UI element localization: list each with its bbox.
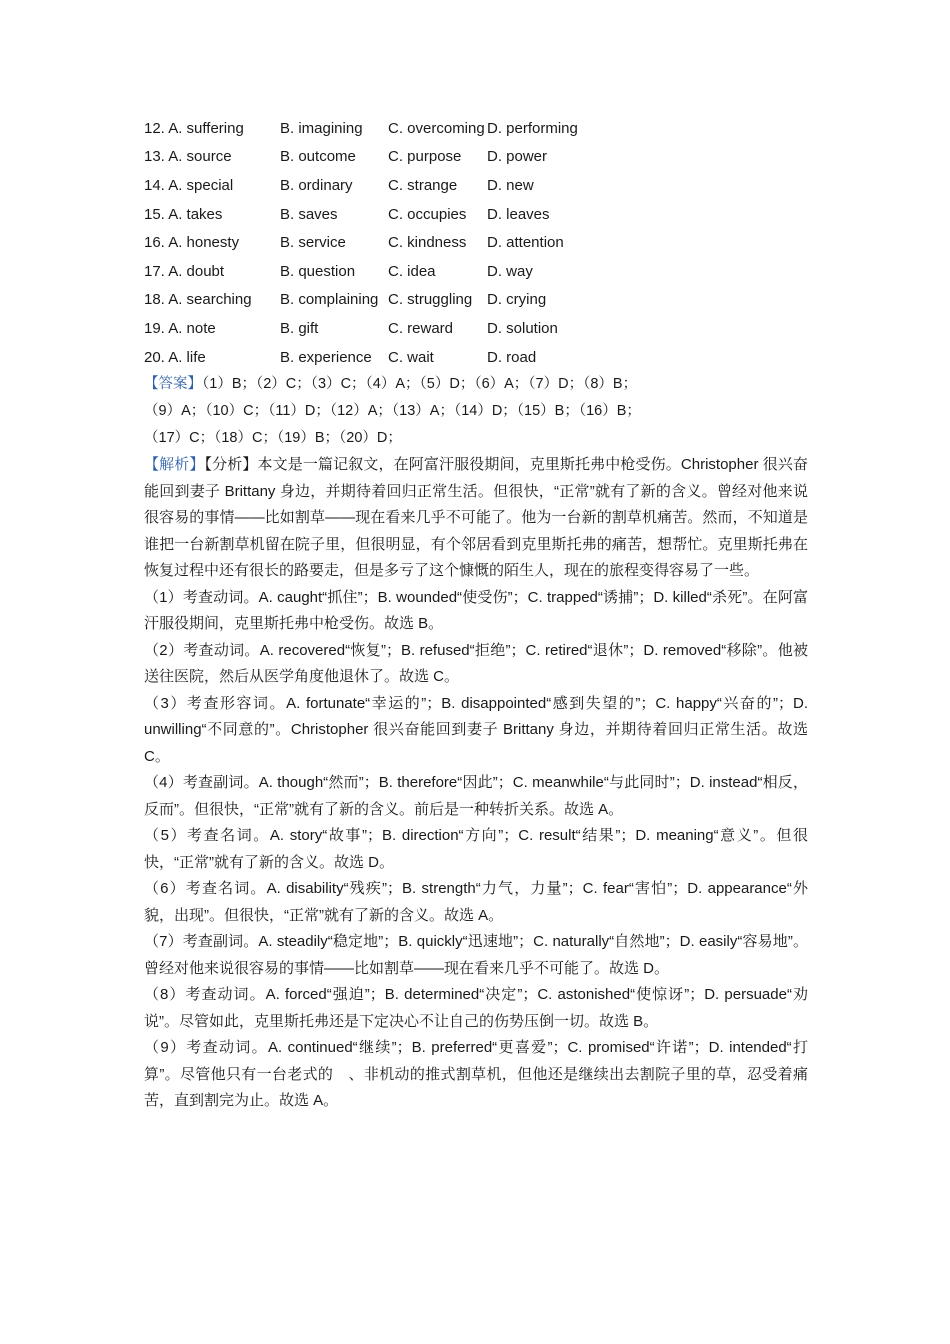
analysis-intro-text: 【分析】本文是一篇记叙文，在阿富汗服役期间，克里斯托弗中枪受伤。Christopher 很兴奋能回到妻子 Brittany 身边，并期待着回归正常生活。但很快，“正常”就有了新的含义。曾经对他来说很容易的事情——比如割草——现在看来几乎不可能了。他为一台新的割草机痛苦。然而，不知道是谁把一台新割草机留在院子里，但很明显，有个邻居看到克里斯托弗的痛苦，想帮忙。克里斯托弗在恢复过程中还有很长的路要走，但是多亏了这个慷慨的陌生人，现在的旅程变得容易了一些。 bbox=[144, 456, 808, 580]
option-c: C. reward bbox=[388, 319, 454, 337]
option-b: B. saves bbox=[280, 205, 338, 223]
options-table bbox=[144, 114, 808, 371]
analysis-item-7: （7）考查副词。A. steadily“稳定地”；B. quickly“迅速地”；C. naturally“自然地”；D. easily“容易地”。曾经对他来说很容易的事情——比如割草——现在看来几乎不可能了。故选 D。 bbox=[144, 933, 808, 977]
option-d: D. way bbox=[487, 262, 533, 280]
answer-block bbox=[144, 371, 808, 452]
option-row-18 bbox=[144, 286, 808, 315]
option-c: C. kindness bbox=[388, 234, 467, 252]
option-row-14 bbox=[144, 171, 808, 200]
option-d: D. crying bbox=[487, 291, 547, 309]
option-a: 18. A. searching bbox=[144, 291, 252, 309]
option-d: D. road bbox=[487, 348, 537, 366]
answer-tag: 【答案】 bbox=[144, 376, 202, 393]
option-c: C. occupies bbox=[388, 205, 467, 223]
option-b: B. outcome bbox=[280, 148, 356, 166]
analysis-intro bbox=[144, 452, 808, 585]
analysis-item-9: （9）考查动词。A. continued“继续”；B. preferred“更喜爱”；C. promised“许诺”；D. intended“打算”。尽管他只有一台老式的 、非机动的推式割草机，但他还是继续出去割院子里的草，忍受着痛苦，直到割完为止。故选 A。 bbox=[144, 1039, 808, 1110]
option-row-20 bbox=[144, 343, 808, 372]
option-b: B. experience bbox=[280, 348, 372, 366]
option-row-17 bbox=[144, 257, 808, 286]
option-d: D. solution bbox=[487, 319, 558, 337]
option-a: 16. A. honesty bbox=[144, 234, 240, 252]
document-page bbox=[144, 114, 808, 1115]
option-row-19 bbox=[144, 314, 808, 343]
option-d: D. new bbox=[487, 176, 534, 194]
option-b: B. gift bbox=[280, 319, 319, 337]
analysis-tag: 【解析】 bbox=[144, 456, 205, 474]
option-c: C. idea bbox=[388, 262, 436, 280]
option-a: 17. A. doubt bbox=[144, 262, 225, 280]
answer-line bbox=[144, 371, 808, 398]
option-b: B. complaining bbox=[280, 291, 379, 309]
option-c: C. purpose bbox=[388, 148, 462, 166]
analysis-item-1: （1）考查动词。A. caught“抓住”；B. wounded“使受伤”；C. trapped“诱捕”；D. killed“杀死”。在阿富汗服役期间，克里斯托弗中枪受伤。故选 B。 bbox=[144, 588, 808, 633]
analysis-item-6: （6）考查名词。A. disability“残疾”；B. strength“力气，力量”；C. fear“害怕”；D. appearance“外貌，出现”。但很快，“正常”就有了新的含义。故选 A。 bbox=[144, 880, 808, 924]
option-d: D. attention bbox=[487, 234, 564, 252]
option-a: 19. A. note bbox=[144, 319, 216, 337]
option-d: D. performing bbox=[487, 119, 578, 137]
option-a: 13. A. source bbox=[144, 148, 232, 166]
option-c: C. struggling bbox=[388, 291, 473, 309]
option-a: 14. A. special bbox=[144, 176, 234, 194]
answer-line: （9）A；（10）C；（11）D；（12）A；（13）A；（14）D；（15）B；（16）B； bbox=[144, 403, 641, 420]
answer-line: （17）C；（18）C；（19）B；（20）D； bbox=[144, 430, 402, 447]
option-c: C. overcoming bbox=[388, 119, 485, 137]
analysis-item-2: （2）考查动词。A. recovered“恢复”；B. refused“拒绝”；C. retired“退休”；D. removed“移除”。他被送往医院，然后从医学角度他退休了。故选 C。 bbox=[144, 641, 808, 686]
option-b: B. service bbox=[280, 234, 346, 252]
option-c: C. wait bbox=[388, 348, 434, 366]
analysis-item-4: （4）考查副词。A. though“然而”；B. therefore“因此”；C. meanwhile“与此同时”；D. instead“相反，反而”。但很快，“正常”就有了新的含义。前后是一种转折关系。故选 A。 bbox=[144, 774, 808, 818]
option-row-15 bbox=[144, 200, 808, 229]
option-b: B. ordinary bbox=[280, 176, 353, 194]
option-d: D. leaves bbox=[487, 205, 550, 223]
option-a: 20. A. life bbox=[144, 348, 206, 366]
option-a: 12. A. suffering bbox=[144, 119, 244, 137]
option-b: B. imagining bbox=[280, 119, 363, 137]
option-row-16 bbox=[144, 228, 808, 257]
option-b: B. question bbox=[280, 262, 356, 280]
option-a: 15. A. takes bbox=[144, 205, 223, 223]
analysis-item-5: （5）考查名词。A. story“故事”；B. direction“方向”；C. result“结果”；D. meaning“意义”。但很快，“正常”就有了新的含义。故选 D。 bbox=[144, 827, 808, 871]
option-row-13 bbox=[144, 143, 808, 172]
option-row-12 bbox=[144, 114, 808, 143]
answer-text: （1）B；（2）C；（3）C；（4）A；（5）D；（6）A；（7）D；（8）B； bbox=[202, 376, 638, 393]
analysis-item-3: （3）考查形容词。A. fortunate“幸运的”；B. disappointed“感到失望的”；C. happy“兴奋的”；D. unwilling“不同意的”。Christopher 很兴奋能回到妻子 Brittany 身边，并期待着回归正常生活。故选 C。 bbox=[144, 694, 808, 765]
option-c: C. strange bbox=[388, 176, 458, 194]
option-d: D. power bbox=[487, 148, 548, 166]
analysis-item-8: （8）考查动词。A. forced“强迫”；B. determined“决定”；C. astonished“使惊讶”；D. persuade“劝说”。尽管如此，克里斯托弗还是下定决心不让自己的伤势压倒一切。故选 B。 bbox=[144, 986, 808, 1030]
